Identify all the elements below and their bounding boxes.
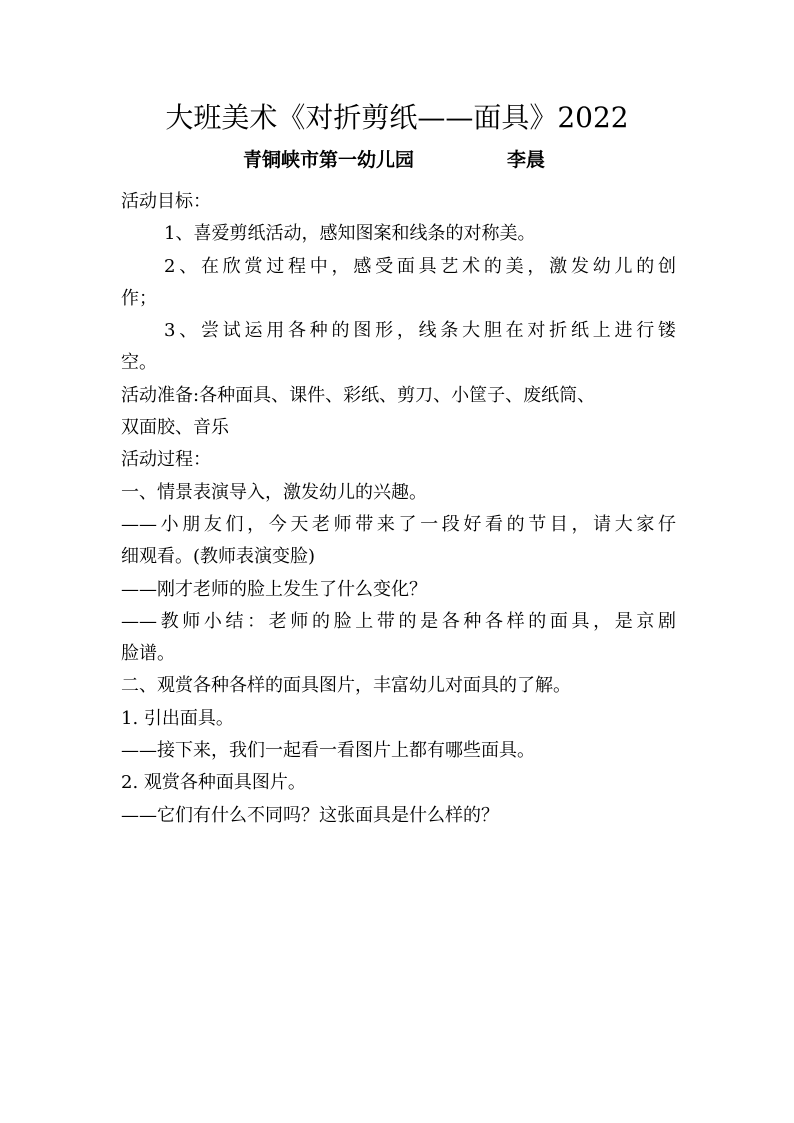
school-name: 青铜峡市第一幼儿园 bbox=[243, 149, 415, 171]
step-2-sub-1: 1. 引出面具。 bbox=[121, 707, 234, 729]
step-1-line-1a: ——小朋友们，今天老师带来了一段好看的节目，请大家仔 bbox=[121, 513, 676, 535]
step-1-line-3b: 脸谱。 bbox=[121, 643, 175, 665]
step-1-line-1b: 细观看。(教师表演变脸) bbox=[121, 546, 316, 568]
step-2-sub-1-line: ——接下来，我们一起看一看图片上都有哪些面具。 bbox=[121, 740, 535, 762]
step-2-heading: 二、观赏各种各样的面具图片，丰富幼儿对面具的了解。 bbox=[121, 675, 571, 697]
document-subtitle bbox=[0, 145, 794, 175]
preparation-line-2: 双面胶、音乐 bbox=[121, 417, 229, 439]
goal-item-1: 1、喜爱剪纸活动，感知图案和线条的对称美。 bbox=[164, 223, 536, 245]
step-1-heading: 一、情景表演导入，激发幼儿的兴趣。 bbox=[121, 481, 427, 503]
goals-heading: 活动目标： bbox=[121, 191, 211, 212]
step-2-sub-2-line: ——它们有什么不同吗？这张面具是什么样的？ bbox=[121, 804, 499, 826]
step-1-line-2: ——刚才老师的脸上发生了什么变化？ bbox=[121, 578, 427, 600]
goal-item-2-line-1: 2、在欣赏过程中，感受面具艺术的美，激发幼儿的创 bbox=[164, 255, 676, 277]
goal-item-3-line-2: 空。 bbox=[121, 352, 157, 374]
goal-item-3-line-1: 3、尝试运用各种的图形，线条大胆在对折纸上进行镂 bbox=[164, 320, 676, 342]
step-1-line-3a: ——教师小结：老师的脸上带的是各种各样的面具，是京剧 bbox=[121, 610, 676, 632]
goal-item-2-line-2: 作； bbox=[121, 287, 157, 309]
step-2-sub-2: 2. 观赏各种面具图片。 bbox=[121, 772, 306, 794]
author-name: 李晨 bbox=[507, 149, 546, 171]
document-title: 大班美术《对折剪纸——面具》2022 bbox=[165, 101, 629, 134]
process-heading: 活动过程： bbox=[121, 449, 211, 471]
preparation-label: 活动准备: bbox=[121, 384, 200, 406]
preparation-text-1: 各种面具、课件、彩纸、剪刀、小筐子、废纸筒、 bbox=[199, 384, 596, 406]
document-body bbox=[121, 186, 676, 832]
preparation-line-1 bbox=[121, 380, 676, 412]
